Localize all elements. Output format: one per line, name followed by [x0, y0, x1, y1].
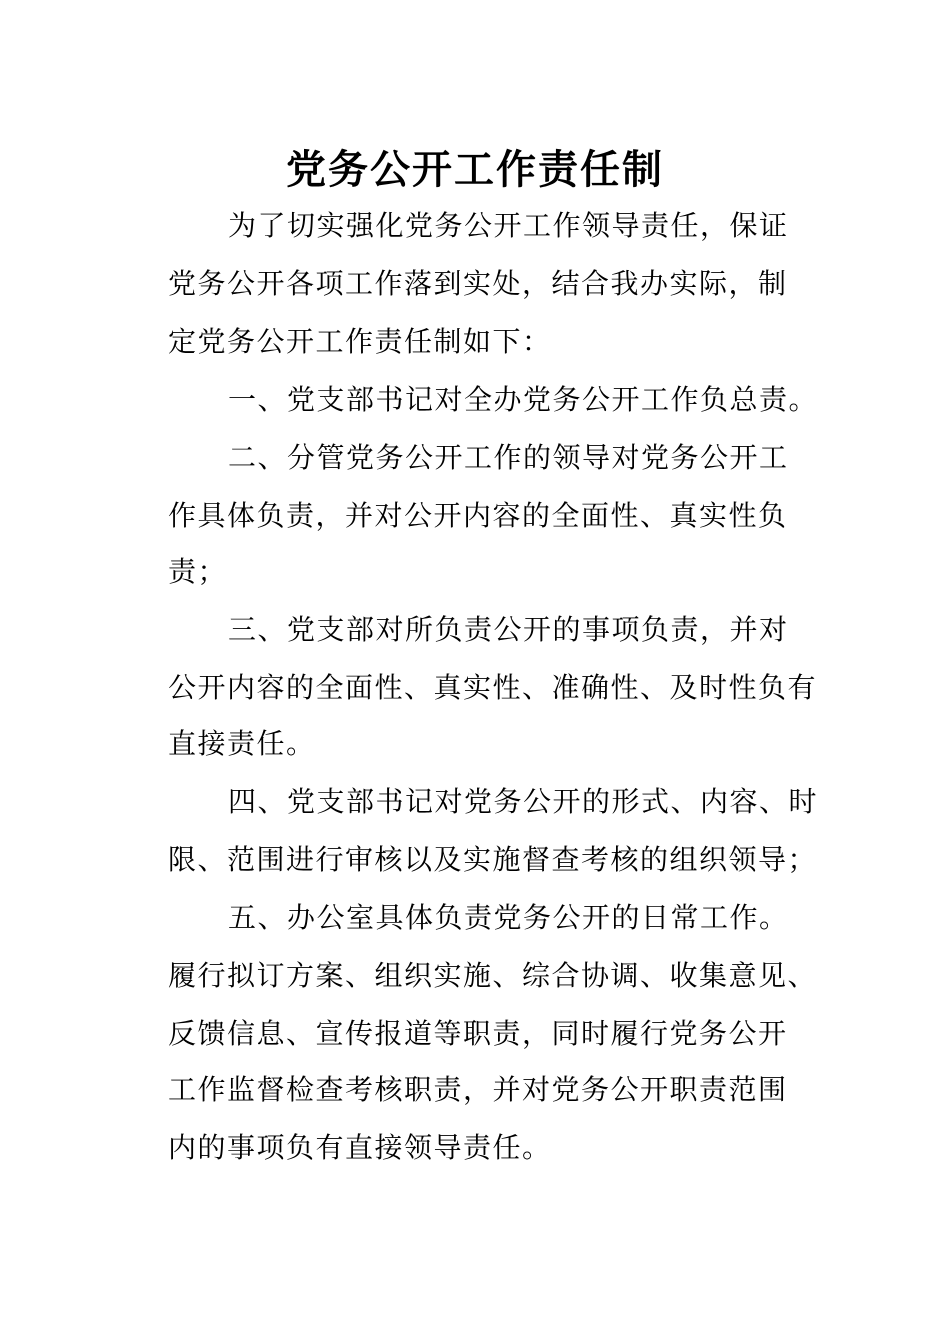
clause-4-line-1: 四、党支部书记对党务公开的形式、内容、时: [228, 785, 819, 818]
document-title: 党务公开工作责任制: [286, 146, 664, 193]
clause-5-line-4: 工作监督检查考核职责，并对党务公开职责范围: [168, 1073, 788, 1106]
clause-5-line-3: 反馈信息、宣传报道等职责，同时履行党务公开: [168, 1017, 788, 1050]
clause-5-line-5: 内的事项负有直接领导责任。: [168, 1131, 552, 1164]
clause-5-line-1: 五、办公室具体负责党务公开的日常工作。: [228, 901, 789, 934]
clause-4-line-2: 限、范围进行审核以及实施督查考核的组织领导；: [168, 843, 818, 876]
clause-2-line-2: 作具体负责，并对公开内容的全面性、真实性负: [168, 499, 788, 532]
intro-line-2: 党务公开各项工作落到实处，结合我办实际，制: [168, 267, 788, 300]
clause-3-line-3: 直接责任。: [168, 727, 316, 760]
intro-line-3: 定党务公开工作责任制如下：: [168, 325, 552, 358]
clause-3-line-1: 三、党支部对所负责公开的事项负责，并对: [228, 613, 789, 646]
clause-3-line-2: 公开内容的全面性、真实性、准确性、及时性负有: [168, 671, 818, 704]
clause-1-line-1: 一、党支部书记对全办党务公开工作负总责。: [228, 383, 819, 416]
clause-2-line-1: 二、分管党务公开工作的领导对党务公开工: [228, 441, 789, 474]
intro-line-1: 为了切实强化党务公开工作领导责任，保证: [228, 209, 789, 242]
clause-2-line-3: 责；: [168, 555, 228, 588]
clause-5-line-2: 履行拟订方案、组织实施、综合协调、收集意见、: [168, 959, 818, 992]
